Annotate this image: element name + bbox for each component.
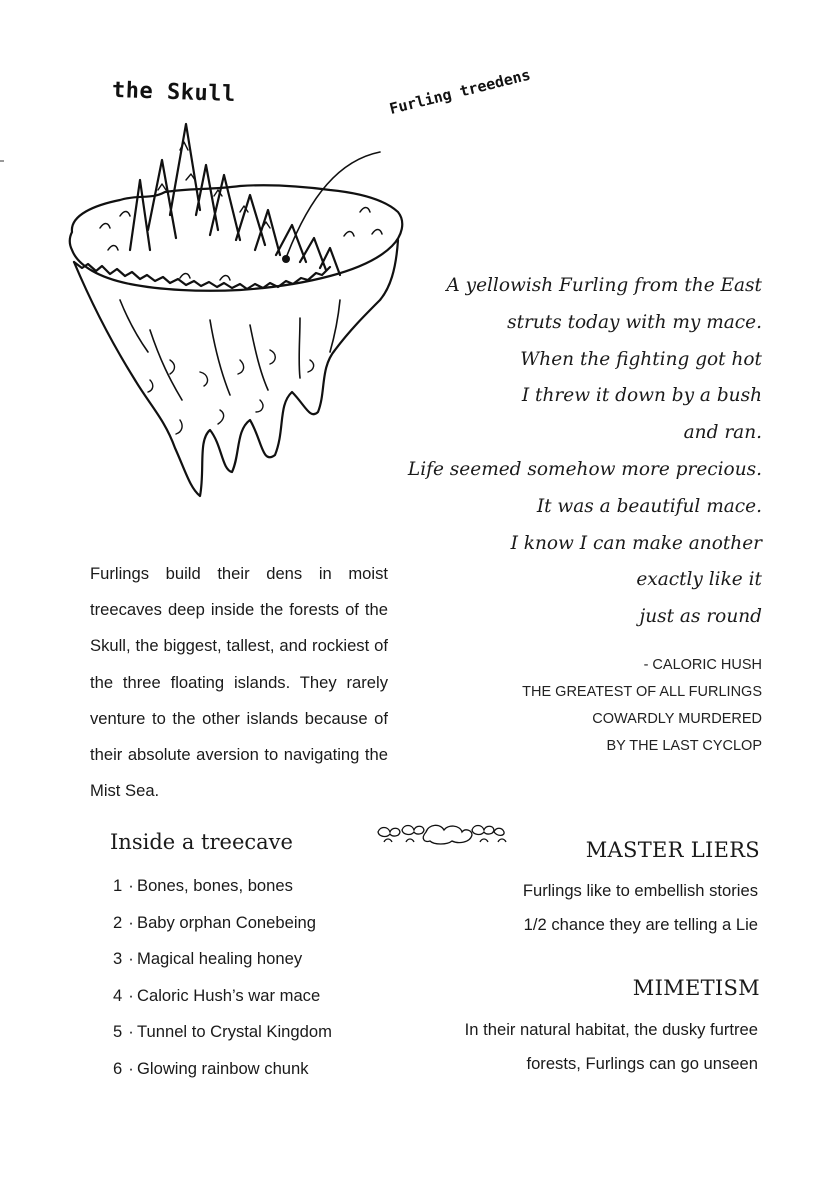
poem [342,268,762,636]
poem-line: exactly like it [636,569,762,591]
list-item: 2 · Baby orphan Conebeing [113,905,332,942]
list-item-number: 5 [113,1022,123,1041]
list-item-number: 2 [113,912,123,932]
list-item-text: Tunnel to Crystal Kingdom [137,1022,332,1041]
list-item-number: 6 [113,1058,123,1078]
mimetism-line: In their natural habitat, the dusky furtree [464,1020,758,1039]
list-item: 5 · Tunnel to Crystal Kingdom [113,1014,332,1051]
master-liers-text [398,874,758,942]
attribution-line: BY THE LAST CYCLOP [606,738,762,754]
list-item-number: 3 [113,949,123,968]
description-paragraph: Furlings build their dens in moist treecaves deep inside the forests of the Skull, the biggest, tallest, and rockiest of the three floating islands. They rarely venture to the other islands because of their absolute aversion to navigating the Mist Sea. [90,564,388,801]
poem-line: Life seemed somehow more precious. [407,458,762,480]
list-item: 4 · Caloric Hush’s war mace [113,978,332,1015]
list-item-number: 4 [113,985,123,1005]
poem-line: I threw it down by a bush [521,385,762,407]
poem-line: When the fighting got hot [520,348,762,370]
list-item: 3 · Magical healing honey [113,941,332,978]
mimetism-text [398,1013,758,1081]
list-item-text: Baby orphan Conebeing [137,912,316,932]
poem-line: and ran. [683,422,762,444]
poem-line: A yellowish Furling from the East [446,275,762,296]
master-liers-line: Furlings like to embellish stories [522,881,758,900]
list-item-text: Glowing rainbow chunk [137,1058,309,1078]
master-liers-title: MASTER LIERS [585,838,760,862]
mimetism-title: MIMETISM [632,976,760,1000]
list-item: 6 · Glowing rainbow chunk [113,1051,332,1088]
mimetism-line: forests, Furlings can go unseen [526,1054,758,1073]
attribution-line: THE GREATEST OF ALL FURLINGS [522,684,762,700]
poem-line: struts today with my mace. [507,311,762,333]
attribution-line: COWARDLY MURDERED [592,711,762,727]
callout-label: Furling treedens [387,65,533,118]
list-item-text: Bones, bones, bones [137,876,293,895]
list-item-text: Caloric Hush’s war mace [137,985,321,1005]
list-item: 1 · Bones, bones, bones [113,868,332,905]
list-item-text: Magical healing honey [137,949,303,968]
cloud-divider-icon [372,818,512,850]
poem-line: It was a beautiful mace. [536,495,762,517]
master-liers-line: 1/2 chance they are telling a Lie [523,915,758,934]
poem-attribution [342,652,762,760]
list-item-number: 1 [113,876,123,895]
attribution-line: - CALORIC HUSH [643,657,762,673]
treecave-title: Inside a treecave [110,830,293,854]
poem-line: just as round [639,606,762,628]
treecave-list [113,868,332,1087]
poem-line: I know I can make another [510,532,762,554]
illustration-title: the Skull [111,77,237,108]
